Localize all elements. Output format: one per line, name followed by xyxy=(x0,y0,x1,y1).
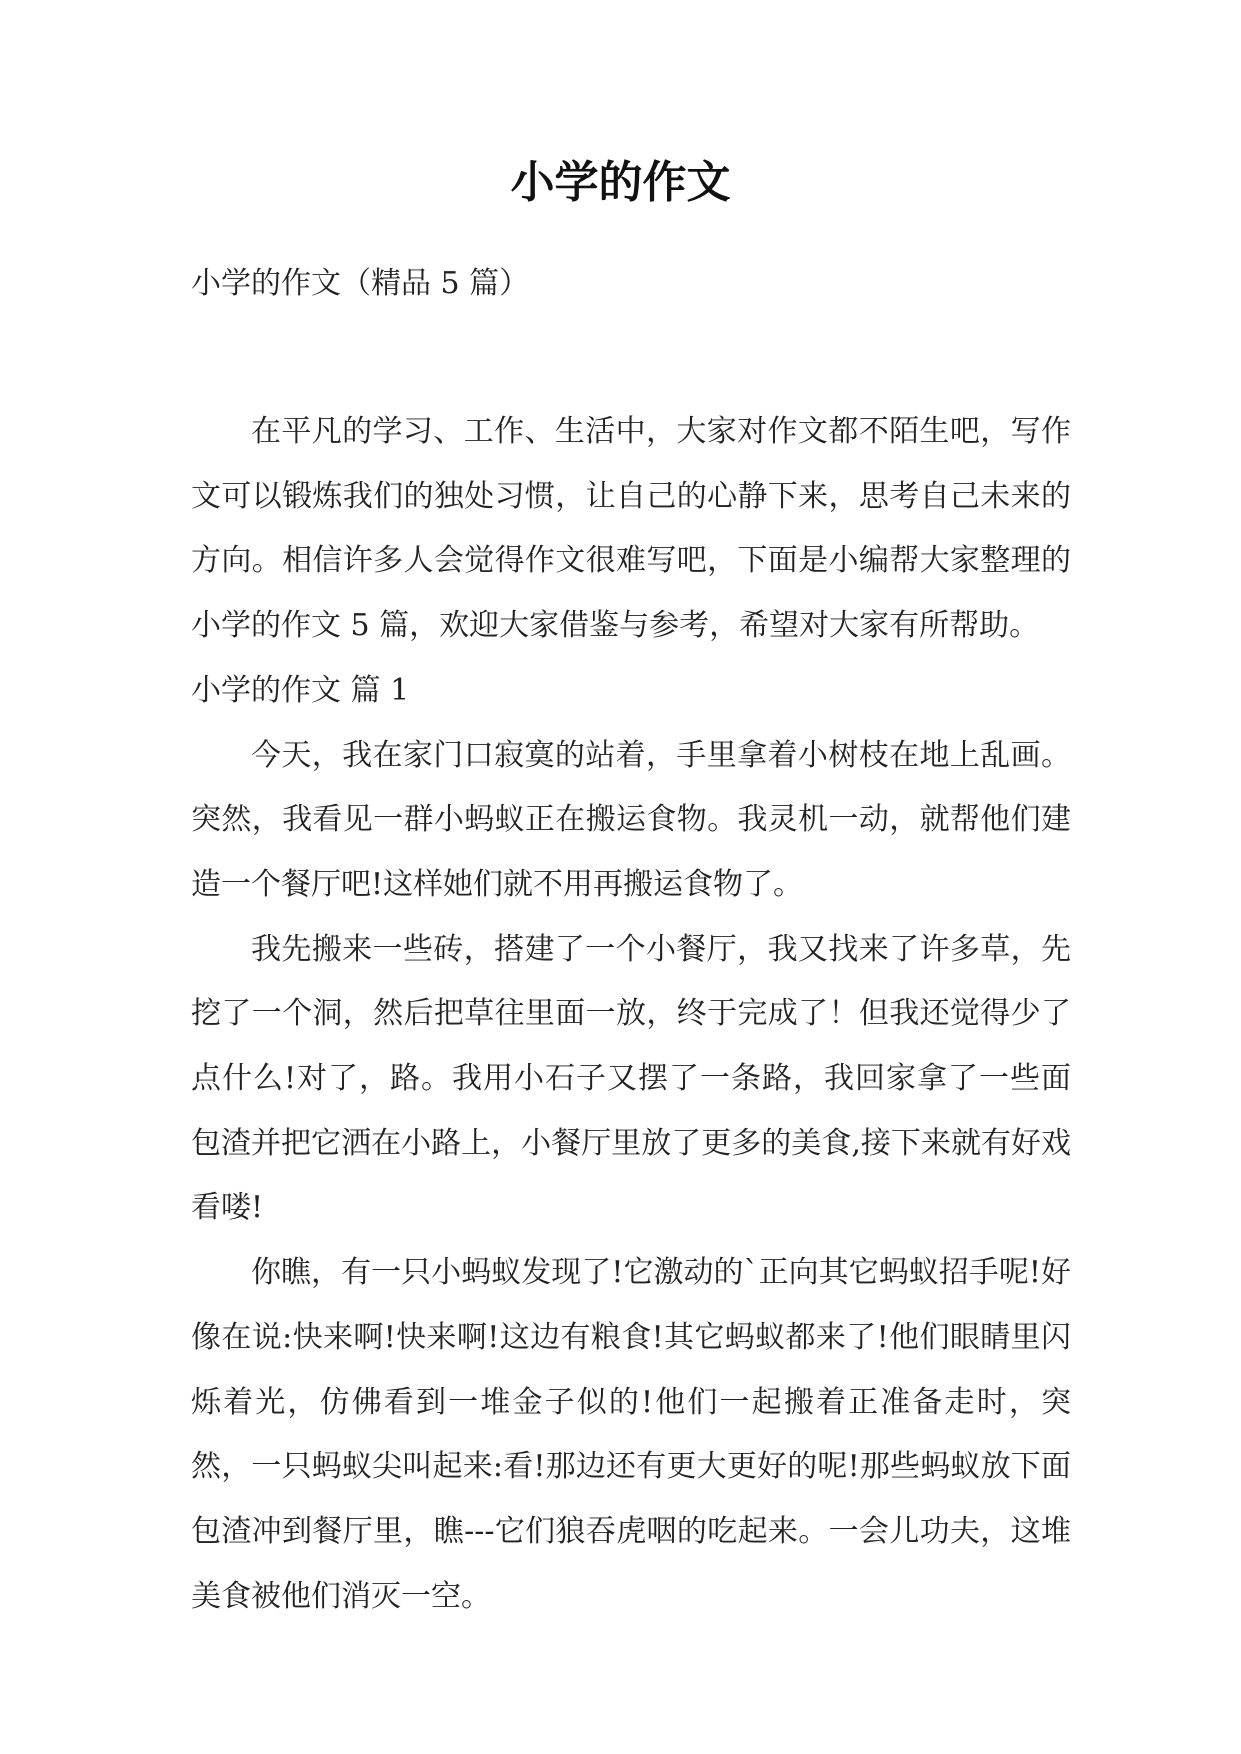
document-title: 小学的作文 xyxy=(510,157,731,208)
body-paragraph-2: 我先搬来一些砖，搭建了一个小餐厅，我又找来了许多草，先挖了一个洞，然后把草往里面一放，终于完成了！但我还觉得少了点什么!对了，路。我用小石子又摆了一条路，我回家拿了一些面包渣并把它洒在小路上，小餐厅里放了更多的美食,接下来就有好戏看喽! xyxy=(191,931,1071,1226)
document-subtitle: 小学的作文（精品 5 篇） xyxy=(191,266,530,301)
section-heading: 小学的作文 篇 1 xyxy=(191,672,410,708)
intro-paragraph: 在平凡的学习、工作、生活中，大家对作文都不陌生吧，写作文可以锻炼我们的独处习惯，让自己的心静下来，思考自己未来的方向。相信许多人会觉得作文很难写吧，下面是小编帮大家整理的小学的作文 5 篇，欢迎大家借鉴与参考，希望对大家有所帮助。 xyxy=(191,414,1071,644)
body-paragraph-1: 今天，我在家门口寂寞的站着，手里拿着小树枝在地上乱画。突然，我看见一群小蚂蚁正在搬运食物。我灵机一动，就帮他们建造一个餐厅吧!这样她们就不用再搬运食物了。 xyxy=(191,737,1071,902)
document-body xyxy=(191,400,1071,1629)
body-paragraph-3: 你瞧，有一只小蚂蚁发现了!它激动的`正向其它蚂蚁招手呢!好像在说:快来啊!快来啊!这边有粮食!其它蚂蚁都来了!他们眼睛里闪烁着光，仿佛看到一堆金子似的!他们一起搬着正准备走时，突然，一只蚂蚁尖叫起来:看!那边还有更大更好的呢!那些蚂蚁放下面包渣冲到餐厅里，瞧---它们狼吞虎咽的吃起来。一会儿功夫，这堆美食被他们消灭一空。 xyxy=(191,1255,1071,1614)
